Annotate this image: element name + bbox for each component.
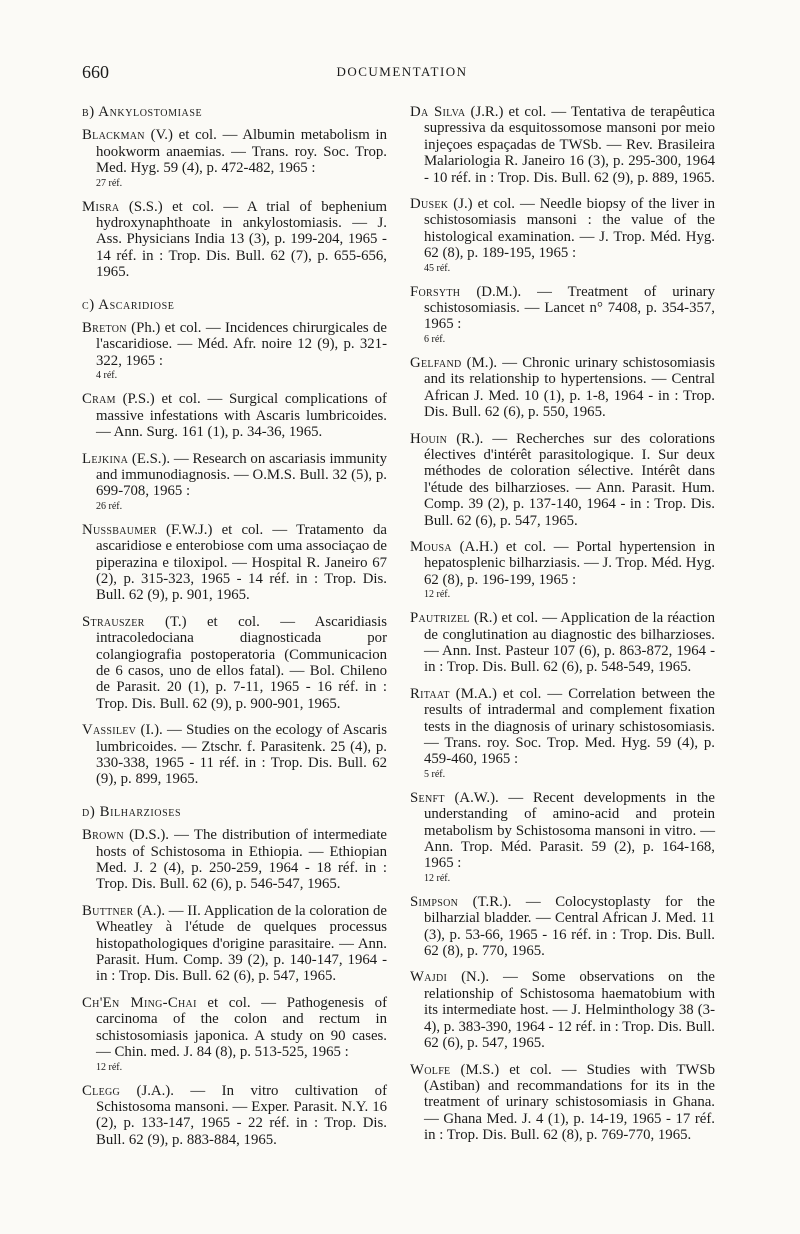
entry-author: Pautrizel	[410, 610, 470, 627]
entry-citation: (S.S.) et col. — A trial of bephenium hydroxynaphthoate in ankylostomiasis. — J. Ass. Physicians India 13 (3), p. 199-204, 1965 - 14 réf. in : Trop. Dis. Bull. 62 (7), p. 655-656, 1965.	[96, 198, 387, 281]
entry-author: Da Silva	[410, 104, 466, 120]
entry-author: Forsyth	[410, 283, 461, 300]
section-heading: d) Bilharzioses	[82, 803, 182, 820]
entry-author: Simpson	[410, 893, 459, 910]
entry-refs: 6 réf.	[424, 333, 446, 345]
bibliography-entry	[410, 894, 715, 960]
entry-author: Senft	[410, 789, 445, 806]
entry-citation: et col. — Pathogenesis of carcinoma of the colon and rectum in schistosomiasis japonica. A study on 90 cases. — Chin. med. J. 84 (8), p. 513-525, 1965 :	[96, 994, 388, 1061]
entry-author: Lejkina	[82, 450, 129, 467]
entry-citation: (T.) et col. — Ascaridiasis intracoledociana diagnosticada por colangiografia postoperatoria (Communicacion de 6 casos, uno de ellos fatal). — Bol. Chileno de Parasit. 20 (1), p. 7-11, 1965 - 16 réf. in : Trop. Dis. Bull. 62 (9), p. 900-901, 1965.	[96, 613, 387, 712]
bibliography-entry	[410, 284, 715, 345]
entry-citation: (I.). — Studies on the ecology of Ascaris lumbricoides. — Ztschr. f. Parasitenk. 25 (4), p. 330-338, 1965 - 11 réf. in : Trop. Dis. Bull. 62 (9), p. 899, 1965.	[96, 722, 387, 788]
bibliography-entry	[82, 127, 387, 188]
right-column	[410, 104, 715, 1154]
entry-author: Wolfe	[410, 1061, 451, 1078]
entry-author: Gelfand	[410, 354, 462, 371]
bibliography-entry	[410, 355, 715, 421]
entry-citation: (A.W.). — Recent developments in the understanding of amino-acid and protein metabolism by Schistosoma mansoni in vitro. — Ann. Trop. Méd. Parasit. 59 (2), p. 164-168, 1965 :	[424, 789, 715, 872]
entry-citation: (M.A.) et col. — Correlation between the results of intradermal and complement fixation tests in the diagnosis of urinary schistosomiasis. — Trans. roy. Soc. Trop. Med. Hyg. 59 (4), p. 459-460, 1965 :	[424, 685, 715, 768]
section-ascaridiose	[82, 297, 387, 788]
entry-citation: (P.S.) et col. — Surgical complications of massive infestations with Ascaris lumbricoides. — Ann. Surg. 161 (1), p. 34-36, 1965.	[96, 391, 387, 441]
entry-citation: (R.) et col. — Application de la réaction de conglutination au diagnostic des bilharzioses. — Ann. Inst. Pasteur 107 (6), p. 863-872, 1964 - in : Trop. Dis. Bull. 62 (6), p. 548-549, 1965.	[424, 610, 715, 676]
entry-citation: (D.S.). — The distribution of intermediate hosts of Schistosoma in Ethiopia. — Ethiopian Med. J. 2 (4), p. 250-259, 1964 - 18 réf. in : Trop. Dis. Bull. 62 (6), p. 546-547, 1965.	[96, 827, 387, 893]
section-ankylostomiase	[82, 104, 387, 281]
bibliography-entry	[82, 722, 387, 788]
bibliography-entry	[410, 969, 715, 1051]
entry-citation: (V.) et col. — Albumin metabolism in hookworm anaemias. — Trans. roy. Soc. Trop. Med. Hyg. 59 (4), p. 472-482, 1965 :	[96, 127, 387, 177]
entry-author: Buttner	[82, 902, 134, 919]
entry-author: Misra	[82, 198, 120, 215]
entry-author: Breton	[82, 320, 127, 337]
entry-author: Houin	[410, 430, 448, 447]
bibliography-entry	[82, 614, 387, 712]
entry-author: Wajdi	[410, 969, 448, 986]
entry-citation: (D.M.). — Treatment of urinary schistosomiasis. — Lancet n° 7408, p. 354-357, 1965 :	[424, 283, 715, 333]
bibliography-entry	[82, 391, 387, 440]
entry-refs: 26 réf.	[96, 500, 123, 512]
section-bilharzioses	[82, 804, 387, 1148]
entry-refs: 45 réf.	[424, 262, 451, 274]
entry-author: Ritaat	[410, 685, 450, 702]
entry-citation: (E.S.). — Research on ascariasis immunity and immunodiagnosis. — O.M.S. Bull. 32 (5), p. 699-708, 1965 :	[96, 450, 387, 500]
section-heading: c) Ascaridiose	[82, 296, 175, 313]
bibliography-entry	[82, 451, 387, 512]
entry-author: Brown	[82, 827, 124, 844]
bibliography-entry	[82, 827, 387, 893]
entry-citation: (J.A.). — In vitro cultivation of Schistosoma mansoni. — Exper. Parasit. N.Y. 16 (2), p. 133-147, 1965 - 22 réf. in : Trop. Dis. Bull. 62 (9), p. 883-884, 1965.	[96, 1082, 387, 1148]
entry-citation: (J.R.) et col. — Tentativa de terapêutica supressiva da esquitossomose mansoni por meio injeçoes espaçadas de TWSb. — Rev. Brasileira Malariologia R. Janeiro 16 (3), p. 295-300, 1964 - 10 réf. in : Trop. Dis. Bull. 62 (9), p. 889, 1965.	[424, 104, 716, 186]
page-number: 660	[82, 62, 109, 82]
running-title: DOCUMENTATION	[336, 64, 468, 79]
entry-citation: (M.). — Chronic urinary schistosomiasis and its relationship to hypertensions. — Central African J. Med. 10 (1), p. 1-8, 1964 - in : Trop. Dis. Bull. 62 (6), p. 550, 1965.	[424, 354, 715, 421]
entry-citation: (M.S.) et col. — Studies with TWSb (Astiban) and recommandations for its in the treatment of urinary schistosomiasis in Ghana. — Ghana Med. J. 4 (1), p. 14-19, 1965 - 17 réf. in : Trop. Dis. Bull. 62 (8), p. 769-770, 1965.	[424, 1061, 715, 1144]
entry-citation: (A.). — II. Application de la coloration de Wheatley à l'étude de quelques processus histopathologiques d'origine parasitaire. — Ann. Parasit. Hum. Comp. 39 (2), p. 140-147, 1964 - in : Trop. Dis. Bull. 62 (6), p. 547, 1965.	[96, 902, 387, 985]
entry-author: Dusek	[410, 196, 449, 213]
entry-refs: 12 réf.	[424, 589, 451, 601]
page-header	[82, 62, 722, 88]
entry-refs: 12 réf.	[96, 1061, 123, 1073]
bibliography-entry	[410, 539, 715, 600]
bibliography-entry	[410, 686, 715, 780]
entry-citation: (R.). — Recherches sur des colorations électives d'intérêt parasitologique. I. Sur deux méthodes de coloration sélective. Intérêt dans l'étude des bilharzioses. — Ann. Parasit. Hum. Comp. 39 (2), p. 137-140, 1964 - in : Trop. Dis. Bull. 62 (6), p. 547, 1965.	[424, 430, 715, 529]
bibliography-entry	[82, 995, 387, 1073]
entry-author: Vassilev	[82, 722, 137, 739]
bibliography-entry	[410, 610, 715, 676]
entry-citation: (T.R.). — Colocystoplasty for the bilharzial bladder. — Central African J. Med. 11 (3), p. 53-66, 1965 - 16 réf. in : Trop. Dis. Bull. 62 (8), p. 770, 1965.	[424, 893, 715, 960]
entry-author: Cram	[82, 391, 116, 408]
entry-author: Nussbaumer	[82, 521, 157, 538]
entry-citation: (Ph.) et col. — Incidences chirurgicales de l'ascaridiose. — Méd. Afr. noire 12 (9), p. 321-322, 1965 :	[96, 320, 387, 369]
bibliography-entry	[410, 431, 715, 529]
entry-citation: (J.) et col. — Needle biopsy of the liver in schistosomiasis mansoni : the value of the histological examination. — J. Trop. Méd. Hyg. 62 (8), p. 189-195, 1965 :	[424, 196, 715, 262]
bibliography-entry	[82, 199, 387, 281]
entry-refs: 5 réf.	[424, 768, 446, 780]
entry-citation: (A.H.) et col. — Portal hypertension in hepatosplenic bilharziasis. — J. Trop. Méd. Hyg. 62 (8), p. 196-199, 1965 :	[424, 538, 715, 588]
bibliography-entry	[410, 196, 715, 274]
bibliography-entry	[82, 1083, 387, 1149]
entry-author: Clegg	[82, 1082, 121, 1099]
entry-citation: (F.W.J.) et col. — Tratamento da ascaridiose e enterobiose com uma associaçao de piperazina e tiloxipol. — Hospital R. Janeiro 67 (2), p. 315-323, 1965 - 14 réf. in : Trop. Dis. Bull. 62 (9), p. 901, 1965.	[96, 521, 387, 604]
bibliography-entry	[82, 320, 387, 381]
bibliography-entry	[82, 903, 387, 985]
entry-refs: 4 réf.	[96, 370, 118, 382]
bibliography-entry	[410, 1062, 715, 1144]
bibliography-entry	[410, 104, 715, 186]
entry-citation: (N.). — Some observations on the relationship of Schistosoma haematobium with its intermediate host. — J. Helminthology 38 (3-4), p. 383-390, 1964 - 12 réf. in : Trop. Dis. Bull. 62 (6), p. 547, 1965.	[424, 969, 716, 1052]
entry-refs: 27 réf.	[96, 177, 123, 189]
entry-author: Mousa	[410, 538, 452, 555]
entry-author: Blackman	[82, 127, 145, 144]
bibliography-entry	[82, 522, 387, 604]
entry-refs: 12 réf.	[424, 872, 451, 884]
section-heading: b) Ankylostomiase	[82, 104, 203, 120]
bibliography-entry	[410, 790, 715, 884]
entry-author: Strauszer	[82, 613, 145, 630]
entry-author: Ch'En Ming-Chai	[82, 994, 197, 1011]
left-column	[82, 104, 387, 1158]
